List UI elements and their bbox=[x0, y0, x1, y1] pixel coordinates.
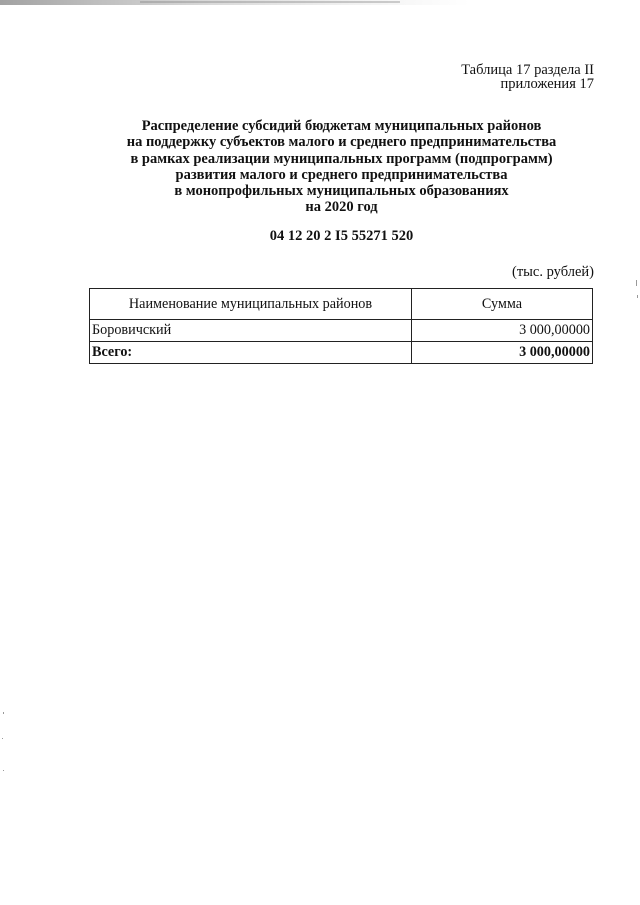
table-header-row bbox=[90, 289, 593, 320]
table-caption bbox=[461, 63, 594, 91]
district-name-cell: Боровичский bbox=[90, 320, 412, 342]
scan-speck bbox=[637, 295, 638, 298]
title-line: на поддержку субъектов малого и среднего предпринимательства bbox=[126, 134, 557, 151]
header-sum: Сумма bbox=[412, 289, 593, 320]
caption-line: Таблица 17 раздела II bbox=[461, 62, 594, 78]
total-sum-cell: 3 000,00000 bbox=[412, 342, 593, 364]
header-name: Наименование муниципальных районов bbox=[90, 289, 412, 320]
document-title bbox=[70, 118, 613, 216]
scan-speck bbox=[636, 280, 637, 286]
title-line: Распределение субсидий бюджетам муниципальных районов bbox=[141, 118, 542, 134]
scan-edge-artifact bbox=[140, 1, 400, 3]
scan-speck bbox=[2, 738, 3, 739]
title-line: развития малого и среднего предпринимательства bbox=[175, 166, 508, 183]
title-line: в рамках реализации муниципальных программ (подпрограмм) bbox=[130, 150, 553, 167]
budget-code: 04 12 20 2 I5 55271 520 bbox=[269, 228, 414, 244]
title-line: в монопрофильных муниципальных образованиях bbox=[174, 183, 509, 200]
subsidies-table bbox=[89, 288, 593, 364]
total-label-cell: Всего: bbox=[90, 342, 412, 364]
scan-speck bbox=[3, 712, 4, 714]
scan-speck bbox=[3, 770, 4, 771]
title-line: на 2020 год bbox=[305, 199, 378, 216]
table-row bbox=[90, 320, 593, 342]
total-row bbox=[90, 342, 593, 364]
units-label: (тыс. рублей) bbox=[512, 264, 594, 280]
caption-line: приложения 17 bbox=[500, 76, 594, 92]
district-sum-cell: 3 000,00000 bbox=[412, 320, 593, 342]
